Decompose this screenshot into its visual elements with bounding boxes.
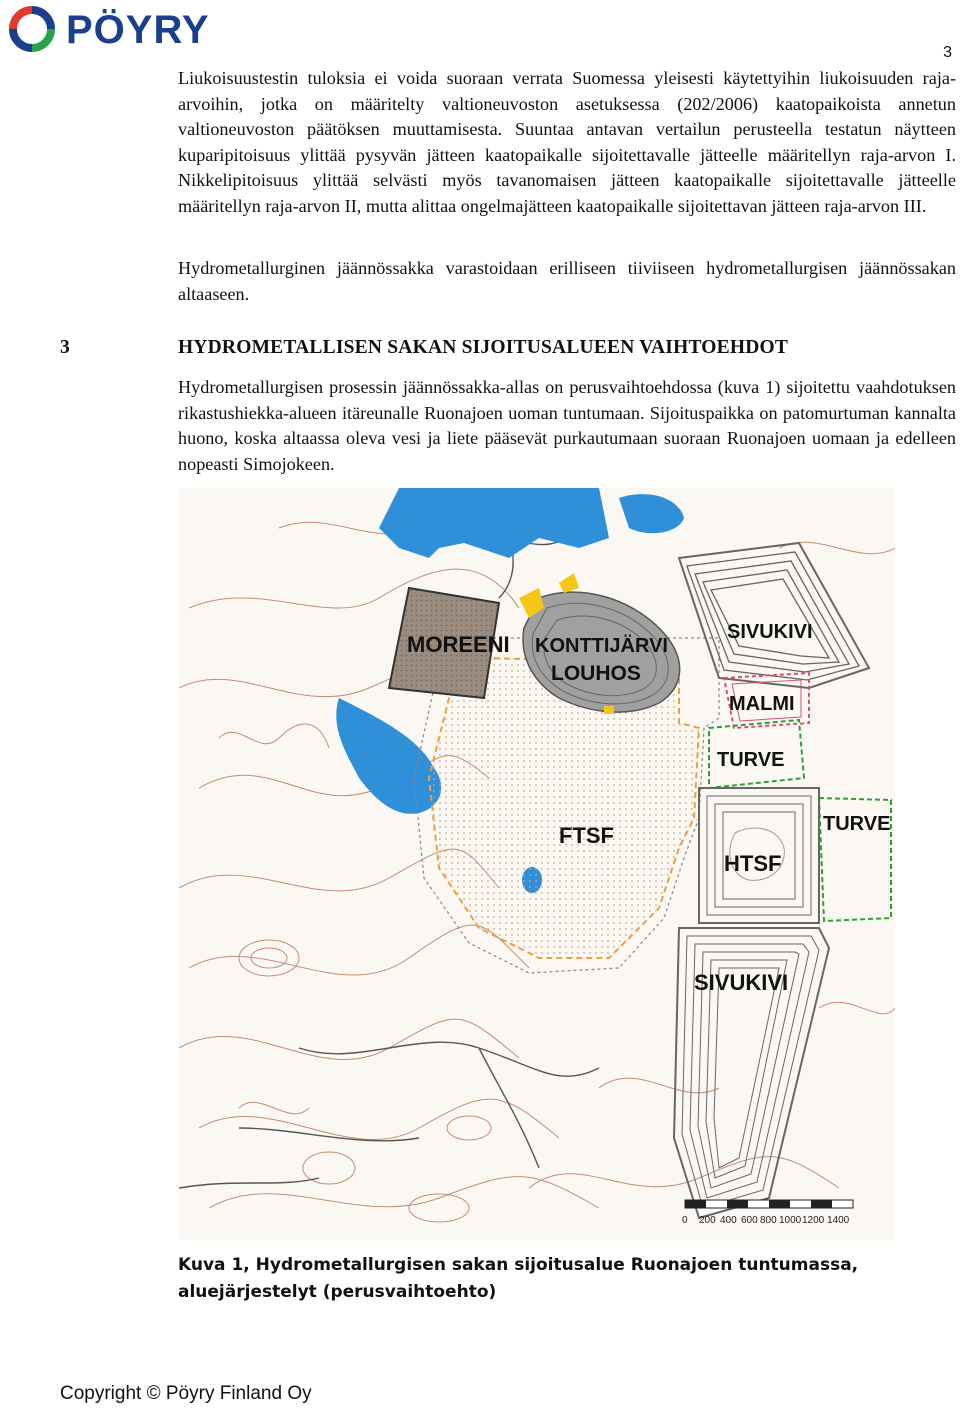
label-sivukivi-north: SIVUKIVI	[727, 621, 813, 643]
label-louhos: LOUHOS	[551, 662, 641, 685]
section-title: HYDROMETALLISEN SAKAN SIJOITUSALUEEN VAIHTOEHDOT	[178, 337, 789, 358]
scale-tick-800: 800	[760, 1215, 777, 1226]
scale-tick-1400: 1400	[827, 1215, 850, 1226]
label-moreeni: MOREENI	[407, 632, 510, 657]
footer-copyright: Copyright © Pöyry Finland Oy	[60, 1383, 312, 1404]
site-layout-map	[179, 488, 895, 1240]
scale-tick-200: 200	[699, 1215, 716, 1226]
poyry-logo	[4, 6, 244, 52]
scale-tick-600: 600	[741, 1215, 758, 1226]
label-turve-2: TURVE	[823, 813, 891, 835]
label-ftsf: FTSF	[559, 823, 614, 848]
section-number: 3	[60, 337, 70, 358]
label-malmi: MALMI	[729, 693, 795, 715]
scale-tick-1200: 1200	[802, 1215, 825, 1226]
scale-tick-1000: 1000	[779, 1215, 802, 1226]
scale-tick-400: 400	[720, 1215, 737, 1226]
poyry-logo-mark-icon	[4, 6, 60, 52]
map-svg	[179, 488, 895, 1240]
paragraph-storage: Hydrometallurginen jäännössakka varastoidaan erilliseen tiiviiseen hydrometallurgisen jäännössakan altaaseen.	[178, 258, 956, 304]
paragraph-leaching-results: Liukoisuustestin tuloksia ei voida suoraan verrata Suomessa yleisesti käytettyihin liukoisuuden raja-arvoihin, jotka on määritelty valtioneuvoston asetuksessa (202/2006) kaatopaikoista annetun valtioneuvoston päätöksen muuttamisesta. Suuntaa antavan vertailun perusteella testatun näytteen kuparipitoisuus ylittää pysyvän jätteen kaatopaikalle sijoitettavalle jätteelle määritellyn raja-arvon I. Nikkelipitoisuus ylittää selvästi myös tavanomaisen jätteen kaatopaikalle sijoitettavalle jätteelle määritellyn raja-arvon II, mutta alittaa ongelmajätteen kaatopaikalle sijoitettavan jätteen raja-arvon III.	[178, 68, 956, 216]
label-konttijarvi: KONTTIJÄRVI	[535, 635, 668, 657]
figure-caption: Kuva 1, Hydrometallurgisen sakan sijoitusalue Ruonajoen tuntumassa, aluejärjestelyt (perusvaihtoehto)	[178, 1255, 859, 1302]
label-htsf: HTSF	[724, 851, 782, 876]
label-sivukivi-south: SIVUKIVI	[694, 970, 789, 995]
logo-text: PÖYRY	[66, 8, 210, 52]
label-turve-1: TURVE	[717, 749, 785, 771]
scale-tick-0: 0	[682, 1215, 688, 1226]
page-number: 3	[943, 44, 952, 61]
paragraph-site-description: Hydrometallurgisen prosessin jäännössakka-allas on perusvaihtoehdossa (kuva 1) sijoitettu vaahdotuksen rikastushiekka-alueen itäreunalle Ruonajoen uoman tuntumaan. Sijoituspaikka on patomurtuman kannalta huono, koska altaassa oleva vesi ja liete pääsevät purkautumaan suoraan Ruonajoen uomaan ja edelleen nopeasti Simojokeen.	[178, 377, 956, 474]
